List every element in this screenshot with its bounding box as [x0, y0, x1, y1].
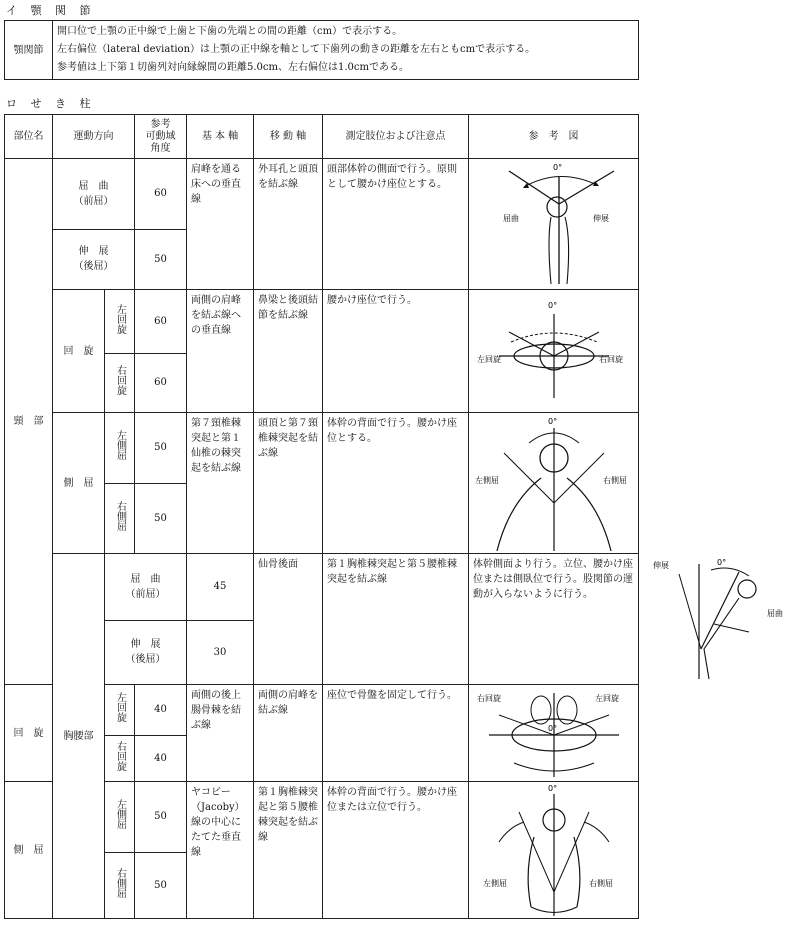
- trunk-part: 胸腰部: [53, 554, 105, 919]
- jaw-label: 顎関節: [5, 21, 53, 80]
- trunk-rot-notes: 座位で骨盤を固定して行う。: [323, 685, 469, 782]
- trunk-lat-right-label: 右側屈: [589, 879, 613, 888]
- trunk-fe-notes: 体幹側面より行う。立位、腰かけ座位または側臥位で行う。股関節の運動が入らないように行う。: [469, 554, 639, 685]
- trunk-lat-figure: [469, 782, 639, 919]
- neck-fe-base: 肩峰を通る床への垂直線: [187, 159, 254, 290]
- neck-right-lateral-value: 50: [135, 483, 187, 554]
- trunk-right-rotation-value: 40: [135, 735, 187, 781]
- trunk-rot-figure: [469, 685, 639, 782]
- trunk-rot-right-label: 左回旋: [595, 694, 619, 703]
- jaw-line-1: 開口位で上顎の正中線で上歯と下歯の先端との間の距離（cm）で表示する。: [57, 26, 403, 37]
- neck-fe-notes: 頭部体幹の側面で行う。原則として腰かけ座位とする。: [323, 159, 469, 290]
- neck-rot-moving: 鼻梁と後頭結節を結ぶ線: [254, 290, 323, 413]
- neck-right-rotation-value: 60: [135, 353, 187, 412]
- hdr-range: 参考 可動域 角度: [135, 115, 187, 159]
- hdr-movement: 運動方向: [53, 115, 135, 159]
- trunk-left-lateral-label: 左側屈: [114, 799, 126, 830]
- trunk-lat-left-label: 左側屈: [483, 879, 507, 888]
- neck-rot-figure: [469, 290, 639, 413]
- trunk-lateral-diagram: [469, 782, 639, 918]
- neck-right-rotation-label: 右回旋: [114, 365, 126, 396]
- trunk-rot-left-label: 右回旋: [477, 694, 501, 703]
- neck-flexion-value: 60: [135, 159, 187, 230]
- neck-lat-base: 第７頸椎棘突起と第１仙椎の棘突起を結ぶ線: [187, 413, 254, 554]
- trunk-left-rotation-label: 左回旋: [114, 692, 126, 723]
- neck-left-rotation-label: 左回旋: [114, 303, 126, 334]
- trunk-rot-zero: 0°: [548, 724, 558, 733]
- neck-fe-zero: 0°: [553, 163, 563, 172]
- trunk-flexion-extension-diagram: [639, 554, 809, 684]
- neck-lat-figure: [469, 413, 639, 554]
- neck-left-rotation-value: 60: [135, 290, 187, 354]
- trunk-extension-label: 伸 展 （後屈）: [105, 620, 187, 685]
- trunk-lat-zero: 0°: [548, 784, 558, 793]
- trunk-rot-moving: 両側の肩峰を結ぶ線: [254, 685, 323, 782]
- trunk-right-rotation-label: 右回旋: [114, 740, 126, 771]
- neck-part: 頸 部: [5, 159, 53, 685]
- trunk-lateral-label: 側 屈: [5, 782, 53, 919]
- neck-fe-moving: 外耳孔と頭頂を結ぶ線: [254, 159, 323, 290]
- trunk-flexion-value: 45: [187, 554, 254, 621]
- trunk-lat-moving: 第１胸椎棘突起と第５腰椎棘突起を結ぶ線: [254, 782, 323, 919]
- neck-extension-label: 伸 展 （後屈）: [53, 229, 135, 289]
- trunk-fe-zero: 0°: [717, 558, 727, 567]
- spine-table: [4, 114, 783, 919]
- neck-fe-left-label: 屈曲: [503, 214, 519, 223]
- trunk-right-lateral-label: 右側屈: [114, 867, 126, 898]
- trunk-rotation-diagram: [469, 685, 639, 781]
- section-b-title: ロ せ き 柱: [6, 97, 96, 110]
- hdr-moving-axis: 移 動 軸: [254, 115, 323, 159]
- neck-rot-right-label: 右回旋: [599, 355, 623, 364]
- trunk-extension-value: 30: [187, 620, 254, 685]
- neck-right-lateral-label: 右側屈: [114, 500, 126, 531]
- neck-rot-zero: 0°: [548, 301, 558, 310]
- neck-lateral-label: 側 屈: [53, 413, 105, 554]
- hdr-part: 部位名: [5, 115, 53, 159]
- trunk-lat-base: ヤコビー（Jacoby）線の中心にたてた垂直線: [187, 782, 254, 919]
- neck-fe-figure: [469, 159, 639, 290]
- trunk-right-lateral-value: 50: [135, 852, 187, 919]
- trunk-lat-notes: 体幹の背面で行う。腰かけ座位または立位で行う。: [323, 782, 469, 919]
- jaw-line-3: 参考値は上下第１切歯列対向縁線間の距離5.0cm、左右偏位は1.0cmである。: [57, 62, 409, 73]
- neck-lateral-diagram: [469, 413, 639, 553]
- neck-lat-left-label: 左側屈: [475, 476, 499, 485]
- trunk-fe-base: 仙骨後面: [254, 554, 323, 685]
- neck-left-lateral-label: 左側屈: [114, 430, 126, 461]
- neck-lat-right-label: 右側屈: [603, 476, 627, 485]
- neck-lat-moving: 頭頂と第７頸椎棘突起を結ぶ線: [254, 413, 323, 554]
- trunk-rot-base: 両側の後上腸骨棘を結ぶ線: [187, 685, 254, 782]
- jaw-table: [4, 20, 639, 80]
- jaw-line-2: 左右偏位（lateral deviation）は上顎の正中線を軸として下歯列の動きの距離を左右ともcmで表示する。: [57, 44, 536, 55]
- hdr-notes: 測定肢位および注意点: [323, 115, 469, 159]
- neck-flexion-label: 屈 曲 （前屈）: [53, 159, 135, 230]
- trunk-flexion-label: 屈 曲 （前屈）: [105, 554, 187, 621]
- trunk-left-rotation-value: 40: [135, 685, 187, 736]
- neck-left-lateral-value: 50: [135, 413, 187, 484]
- neck-rot-left-label: 左回旋: [477, 355, 501, 364]
- neck-lat-zero: 0°: [548, 417, 558, 426]
- neck-extension-value: 50: [135, 229, 187, 289]
- neck-fe-right-label: 伸展: [593, 214, 609, 223]
- neck-lat-notes: 体幹の背面で行う。腰かけ座位とする。: [323, 413, 469, 554]
- neck-rotation-label: 回 旋: [53, 290, 105, 413]
- trunk-fe-moving: 第１胸椎棘突起と第５腰椎棘突起を結ぶ線: [323, 554, 469, 685]
- section-a-title: イ 顎 関 節: [6, 4, 96, 17]
- neck-rotation-diagram: [469, 290, 639, 412]
- neck-rot-base: 両側の肩峰を結ぶ線への垂直線: [187, 290, 254, 413]
- trunk-rotation-label: 回 旋: [5, 685, 53, 782]
- hdr-base-axis: 基 本 軸: [187, 115, 254, 159]
- trunk-left-lateral-value: 50: [135, 782, 187, 853]
- neck-rot-notes: 腰かけ座位で行う。: [323, 290, 469, 413]
- hdr-figure: 参 考 図: [469, 115, 639, 159]
- trunk-fe-left-label: 伸展: [653, 561, 669, 570]
- trunk-fe-right-label: 屈曲: [767, 609, 783, 618]
- neck-flexion-extension-diagram: [469, 159, 639, 289]
